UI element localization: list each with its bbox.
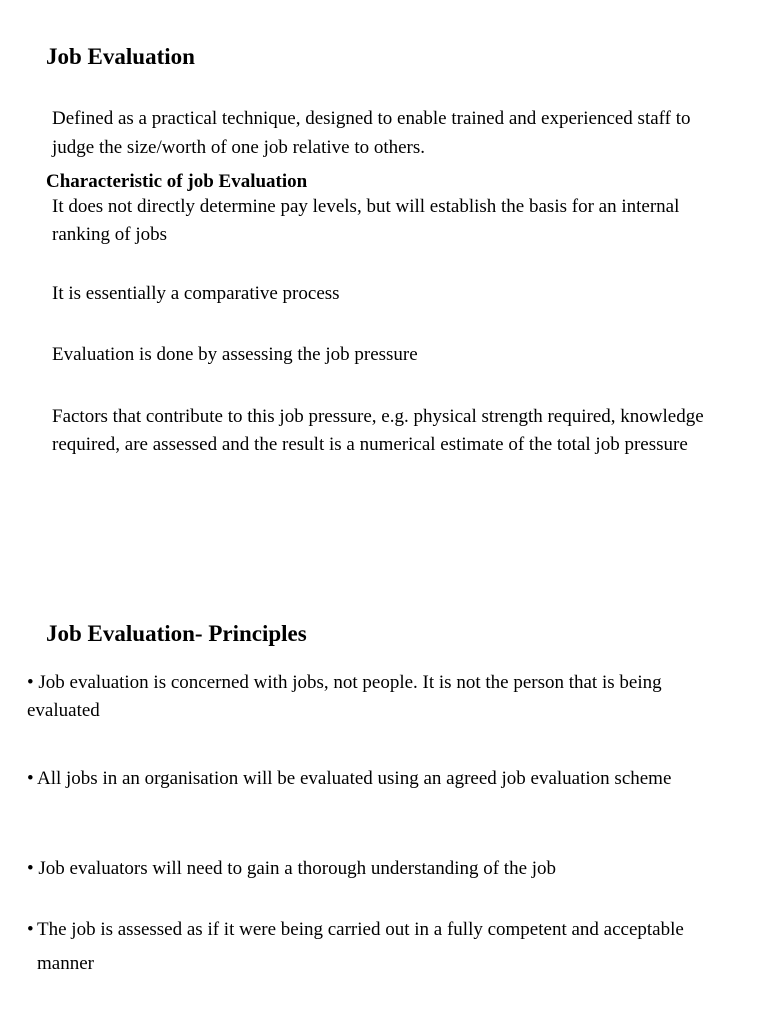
principle-text: The job is assessed as if it were being carried out in a fully competent and acceptable manner — [37, 919, 684, 974]
principle-text: Job evaluators will need to gain a thorough understanding of the job — [38, 858, 557, 879]
characteristic-paragraph: It is essentially a comparative process — [52, 283, 340, 304]
characteristic-paragraph: It does not directly determine pay levels, but will establish the basis for an internal ranking of jobs — [52, 196, 680, 245]
section-title-principles: Job Evaluation- Principles — [46, 621, 307, 646]
bullet-symbol: • — [27, 672, 34, 693]
principle-item — [27, 669, 717, 724]
subheading-characteristics: Characteristic of job Evaluation — [46, 171, 308, 192]
principle-item — [27, 855, 717, 883]
principle-text: All jobs in an organisation will be evaluated using an agreed job evaluation scheme — [37, 768, 672, 789]
bullet-symbol: • — [27, 768, 34, 789]
principle-item — [27, 762, 717, 796]
characteristic-paragraph: Evaluation is done by assessing the job pressure — [52, 344, 418, 365]
characteristic-paragraph: Factors that contribute to this job pressure, e.g. physical strength required, knowledge required, are assessed and the result is a numerical estimate of the total job pressure — [52, 406, 704, 455]
section-title-job-evaluation: Job Evaluation — [46, 44, 195, 69]
bullet-symbol: • — [27, 858, 34, 879]
principle-item — [27, 913, 687, 981]
principle-text: Job evaluation is concerned with jobs, not people. It is not the person that is being evaluated — [27, 672, 662, 721]
bullet-symbol: • — [27, 919, 34, 940]
definition-paragraph: Defined as a practical technique, designed to enable trained and experienced staff to judge the size/worth of one job relative to others. — [52, 108, 691, 158]
